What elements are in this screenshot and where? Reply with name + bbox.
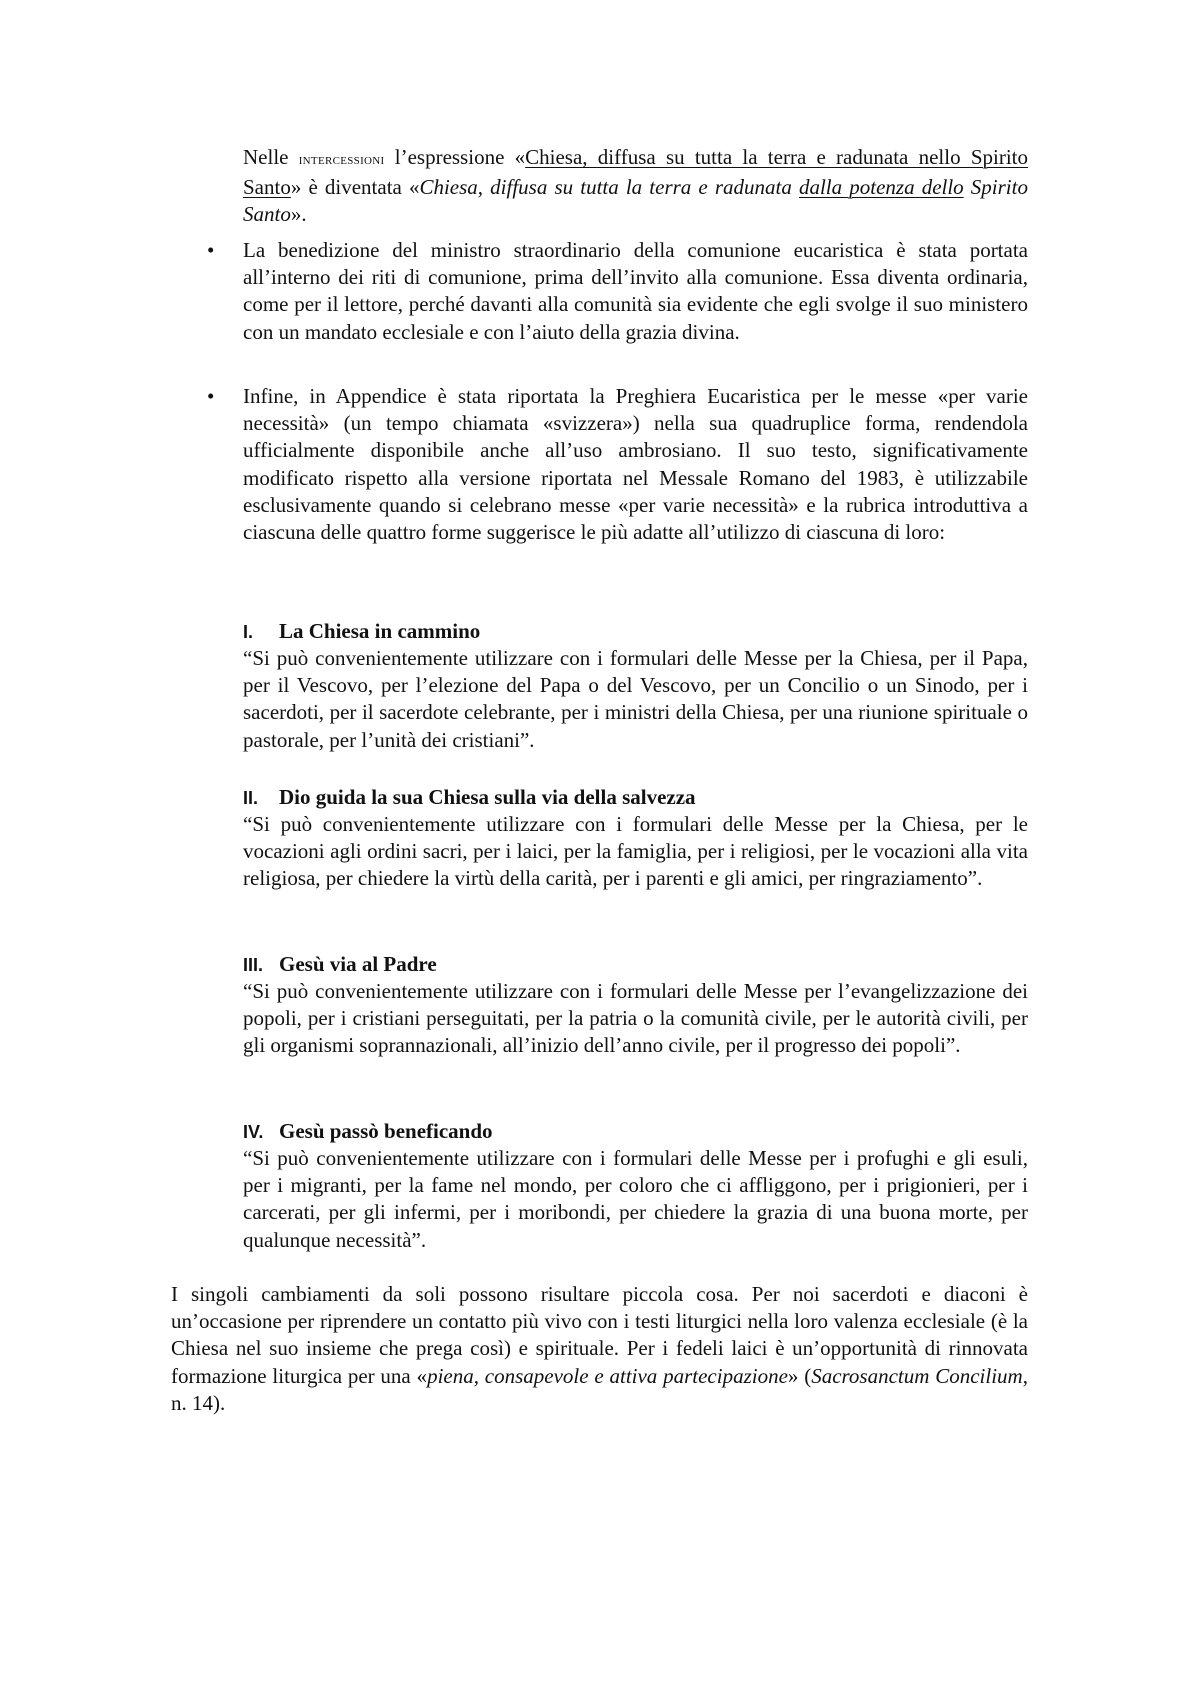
form-numeral: I. [243,622,254,642]
bullet-icon [207,383,214,410]
form-description-1: “Si può convenientemente utilizzare con i formulari delle Messe per la Chiesa, per il Papa, per il Vescovo, per l’elezione del Papa o del Vescovo, per un Concilio o un Sinodo, per i sacerdoti, per il sacerdote celebrante, per i ministri della Chiesa, per una riunione spirituale o pastorale, per l’unità dei cristiani”. [243,646,1028,752]
bullet-paragraph-appendice: Infine, in Appendice è stata riportata la Preghiera Eucaristica per le messe «per varie necessità» (un tempo chiamata «svizzera») nella sua quadruplice forma, rendendola ufficialmente disponibile anche all’uso ambrosiano. Il suo testo, significativamente modificato rispetto alla versione riportata nel Messale Romano del 1983, è utilizzabile esclusivamente quando si celebrano messe «per varie necessità» e la rubrica introduttiva a ciascuna delle quattro forme suggerisce le più adatte all’utilizzo di ciascuna di loro: [243,384,1028,545]
form-numeral: III. [243,955,264,975]
form-description-3: “Si può convenientemente utilizzare con i formulari delle Messe per l’evangelizzazione dei popoli, per i cristiani perseguitati, per la patria o la comunità civile, per le autorità civili, per gli organismi soprannazionali, all’inizio dell’anno civile, per il progresso dei popoli”. [243,979,1028,1058]
form-heading-3 [243,951,437,979]
form-title: La Chiesa in cammino [279,619,481,643]
source-title: Sacrosanctum Concilium [811,1363,1023,1388]
new-expression: Chiesa, diffusa su tutta la terra e radunata dalla potenza dello Spirito Santo [243,175,1028,227]
form-numeral: II. [243,788,259,808]
old-expression: Chiesa, diffusa su tutta la terra e radunata nello Spirito Santo [243,145,1028,200]
intercessioni-term: intercessioni [298,152,385,168]
form-title: Gesù passò beneficando [279,1119,493,1143]
bullet-paragraph-ministro: La benedizione del ministro straordinario della comunione eucaristica è stata portata all’interno dei riti di comunione, prima dell’invito alla comunione. Essa diventa ordinaria, come per il lettore, perché davanti alla comunità sia evidente che egli svolge il suo ministero con un mandato ecclesiale e con l’aiuto della grazia divina. [243,238,1028,344]
form-heading-1 [243,618,480,646]
form-heading-4 [243,1118,493,1146]
bullet-icon [207,237,214,264]
form-description-4: “Si può convenientemente utilizzare con i formulari delle Messe per i profughi e gli esuli, per i migranti, per la fame nel mondo, per coloro che ci affliggono, per i prigionieri, per i carcerati, per gli infermi, per i moribondi, per chiedere la grazia di una buona morte, per qualunque necessità”. [243,1146,1028,1252]
form-title: Dio guida la sua Chiesa sulla via della salvezza [279,785,696,809]
intercessioni-paragraph: Nelle intercessioni l’espressione «Chiesa, diffusa su tutta la terra e radunata nello Spirito Santo» è diventata «Chiesa, diffusa su tutta la terra e radunata dalla potenza dello Spirito Santo». [243,145,1028,227]
form-title: Gesù via al Padre [279,952,437,976]
form-numeral: IV. [243,1122,264,1142]
quote-italic: piena, consapevole e attiva partecipazione [427,1363,788,1388]
form-heading-2 [243,784,696,812]
closing-paragraph: I singoli cambiamenti da soli possono risultare piccola cosa. Per noi sacerdoti e diaconi è un’occasione per riprendere un contatto più vivo con i testi liturgici nella loro valenza ecclesiale (è la Chiesa nel suo insieme che prega così) e spirituale. Per i fedeli laici è un’opportunità di rinnovata formazione liturgica per una «piena, consapevole e attiva partecipazione» (Sacrosanctum Concilium, n. 14). [171,1282,1028,1415]
form-description-2: “Si può convenientemente utilizzare con i formulari delle Messe per la Chiesa, per le vocazioni agli ordini sacri, per i laici, per la famiglia, per i religiosi, per le vocazioni alla vita religiosa, per chiedere la virtù della carità, per i parenti e gli amici, per ringraziamento”. [243,812,1028,891]
